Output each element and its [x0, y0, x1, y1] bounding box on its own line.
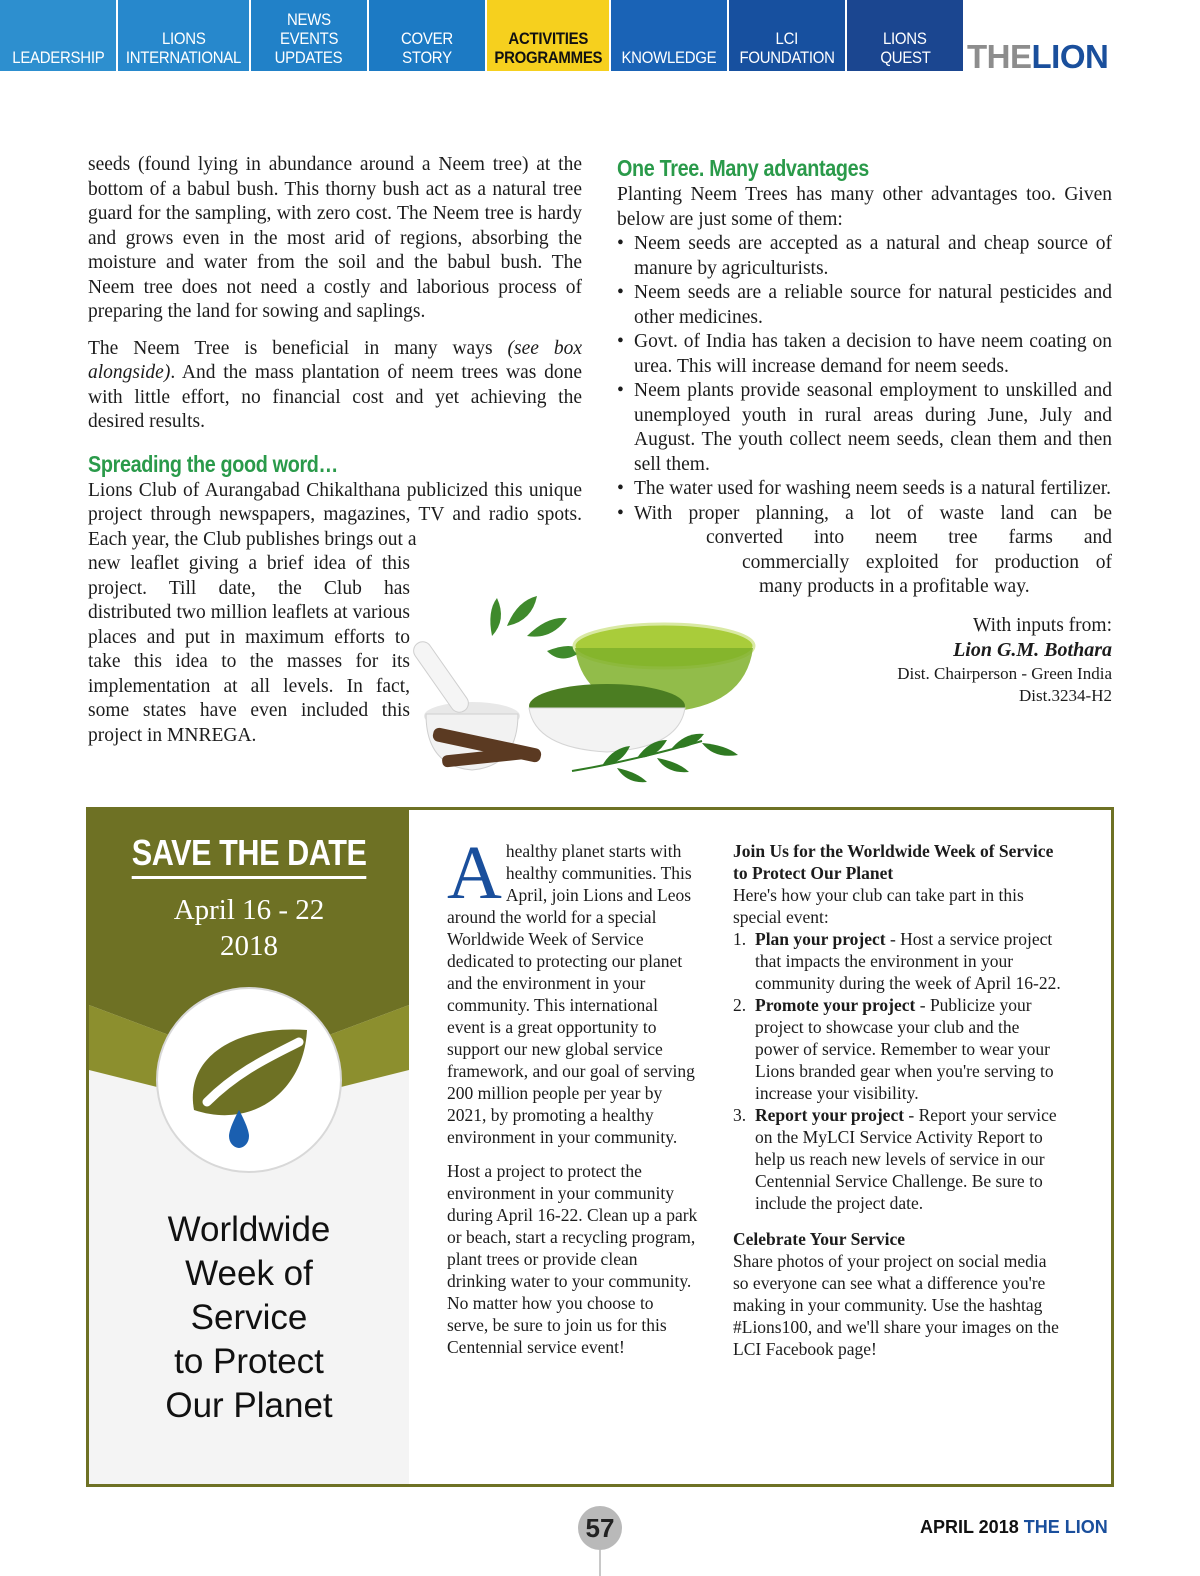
tab-label: NEWS [286, 10, 331, 29]
tab-leadership[interactable] [0, 0, 118, 71]
list-item [733, 1104, 1063, 1214]
article-paragraph [88, 337, 582, 435]
text-run-italic: (see box alongside) [88, 337, 582, 383]
article-right-column [617, 153, 1112, 707]
save-the-date-panel [89, 810, 409, 1484]
step-title: Plan your project [755, 929, 886, 949]
list-item: • Neem seeds are accepted as a natural and cheap source of manure by agriculturists. [617, 232, 1112, 281]
drop-cap: A [447, 831, 502, 915]
save-the-date-box [86, 807, 1114, 1487]
logo-lion: LION [1031, 38, 1109, 75]
list-item [733, 928, 1063, 994]
credit-block [617, 614, 1112, 707]
event-name-line: to Protect [174, 1342, 324, 1381]
tab-label: LIONS [883, 29, 927, 48]
footer-date: APRIL 2018 [920, 1517, 1019, 1537]
body-paragraph: Host a project to protect the environment in your community during April 16-22. Clean up a park or beach, start a recycling program, plant trees or provide clean drinking water to your community. No matter how you choose to serve, be sure to join us for this Centennial service event! [447, 1161, 698, 1357]
section-heading-spreading: Spreading the good word… [88, 450, 338, 477]
list-item: • Neem seeds are a reliable source for natural pesticides and other medicines. [617, 281, 1112, 330]
tab-label: UPDATES [274, 48, 343, 67]
text-line: many products in a profitable way. [759, 576, 1030, 597]
event-date-range: April 16 - 22 [173, 894, 325, 926]
event-name-line: Week of [185, 1254, 313, 1293]
tab-activities-programmes[interactable] [487, 0, 612, 71]
article-paragraph: seeds (found lying in abundance around a Neem tree) at the bottom of a babul bush. This thorny bush act as a natural tree guard for the sampling, with zero cost. The Neem tree is hardy and grows even in the most arid of regions, absorbing the moisture and water from the soil and the babul bush. The Neem tree does not need a costly and laborious process of preparing the land for sowing and saplings. [88, 154, 582, 322]
celebrate-heading: Celebrate Your Service [733, 1229, 906, 1249]
save-the-date-middle-column [447, 831, 699, 1370]
tab-knowledge[interactable] [611, 0, 729, 71]
event-name-line: Worldwide [167, 1210, 331, 1249]
step-text: - Publicize your project to showcase your club and the power of service. Remember to wear your Lions branded gear when you're serving to increase your visibility. [755, 995, 1054, 1103]
list-item [733, 994, 1063, 1104]
text-line: • With proper planning, a lot of waste land can be [634, 502, 1112, 524]
step-title: Promote your project [755, 995, 916, 1015]
section-nav [0, 0, 965, 71]
steps-list [733, 928, 1063, 1214]
page-divider [599, 1550, 601, 1576]
save-the-date-title: SAVE THE DATE [89, 832, 409, 879]
event-name-line: Our Planet [165, 1386, 333, 1425]
footer-brand: THE LION [1023, 1517, 1108, 1537]
save-the-date-right-column [733, 840, 1063, 1360]
list-item: • Neem plants provide seasonal employment to unskilled and unemployed youth in rural areas during June, July and August. The youth collect neem seeds, clean them and then sell them. [617, 379, 1112, 477]
tab-label: INTERNATIONAL [125, 48, 241, 67]
article-paragraph: Lions Club of Aurangabad Chikalthana publicized this unique project through newspapers, magazines, TV and radio spots. Each year, the Club publishes brings out a [88, 479, 582, 550]
tab-label: LCI [775, 29, 799, 48]
event-dates [89, 892, 409, 964]
list-item: • Govt. of India has taken a decision to have neem coating on urea. This will increase demand for neem seeds. [617, 330, 1112, 379]
step-number: 2. [733, 995, 747, 1015]
section-heading-advantages: One Tree. Many advantages [617, 155, 869, 181]
neem-leaf-icon [490, 596, 582, 659]
tab-label: ACTIVITIES [508, 29, 588, 48]
tab-label: COVER STORY [400, 29, 453, 67]
tab-lci-foundation[interactable] [729, 0, 847, 71]
step-text: - Report your service on the MyLCI Service Activity Report to help us reach new levels of service in our Centennial Service Challenge. Be sure to include the project date. [755, 1105, 1057, 1213]
article-paragraph-wrapped: new leaflet giving a brief idea of this project. Till date, the Club has distributed two million leaflets at various places and put in maximum efforts to take this idea to the masses for its implementation at all levels. In fact, some states have even included this project in MNREGA. [88, 553, 410, 746]
magazine-logo [967, 38, 1108, 76]
step-number: 1. [733, 929, 747, 949]
step-text: - Host a service project that impacts the environment in your community during the week of April 16-22. [755, 929, 1061, 993]
tab-label: FOUNDATION [739, 48, 835, 67]
step-title: Report your project [755, 1105, 905, 1125]
celebrate-text: Share photos of your project on social media so everyone can see what a difference you're making in your community. Use the hashtag #Lions100, and we'll share your images on the LCI Facebook page! [733, 1251, 1059, 1359]
advantages-list [617, 232, 1112, 600]
join-intro: Here's how your club can take part in this special event: [733, 885, 1024, 927]
tab-label: KNOWLEDGE [621, 48, 717, 67]
tab-label: LIONS [161, 29, 206, 48]
tab-label: PROGRAMMES [493, 48, 602, 67]
tab-label: LEADERSHIP [11, 48, 105, 67]
credit-name: Lion G.M. Bothara [953, 639, 1112, 661]
tab-cover-story[interactable] [369, 0, 487, 71]
event-name [89, 1208, 409, 1428]
tab-lions-international[interactable] [118, 0, 251, 71]
text-line: commercially exploited for production of [742, 551, 1112, 573]
event-year: 2018 [220, 930, 278, 962]
intro-paragraph [447, 831, 699, 1148]
pestle-icon [412, 638, 472, 715]
credit-role: Dist. Chairperson - Green India [897, 663, 1112, 683]
article-paragraph: Planting Neem Trees has many other advantages too. Given below are just some of them: [617, 184, 1112, 230]
logo-the: THE [967, 38, 1032, 75]
join-heading: Join Us for the Worldwide Week of Service to Protect Our Planet [733, 841, 1054, 883]
list-item [617, 502, 1112, 600]
list-item: • The water used for washing neem seeds is a natural fertilizer. [617, 477, 1112, 502]
text-run: The Neem Tree is beneficial in many ways [88, 337, 508, 359]
tab-label: QUEST [879, 48, 931, 67]
text-run: healthy planet starts with healthy communities. This April, join Lions and Leos around the world for a special Worldwide Week of Service dedicated to protecting our planet and the environment in your community. This international event is a great opportunity to support our new global service framework, and our goal of serving 200 million people per year by 2021, by promoting a healthy environment in your community. [447, 841, 695, 1147]
text-run: . And the mass plantation of neem trees was done with little effort, no financial cost and yet achieving the desired results. [88, 362, 582, 432]
event-name-line: Service [190, 1298, 308, 1337]
tab-news-events-updates[interactable] [251, 0, 369, 71]
page-number: 57 [578, 1506, 622, 1550]
footer-issue [920, 1517, 1108, 1538]
tab-label: EVENTS [279, 29, 338, 48]
tab-lions-quest[interactable] [847, 0, 965, 71]
credit-label: With inputs from: [973, 614, 1112, 636]
step-number: 3. [733, 1105, 747, 1125]
credit-district: Dist.3234-H2 [1018, 685, 1112, 705]
text-line: converted into neem tree farms and [706, 527, 1112, 548]
